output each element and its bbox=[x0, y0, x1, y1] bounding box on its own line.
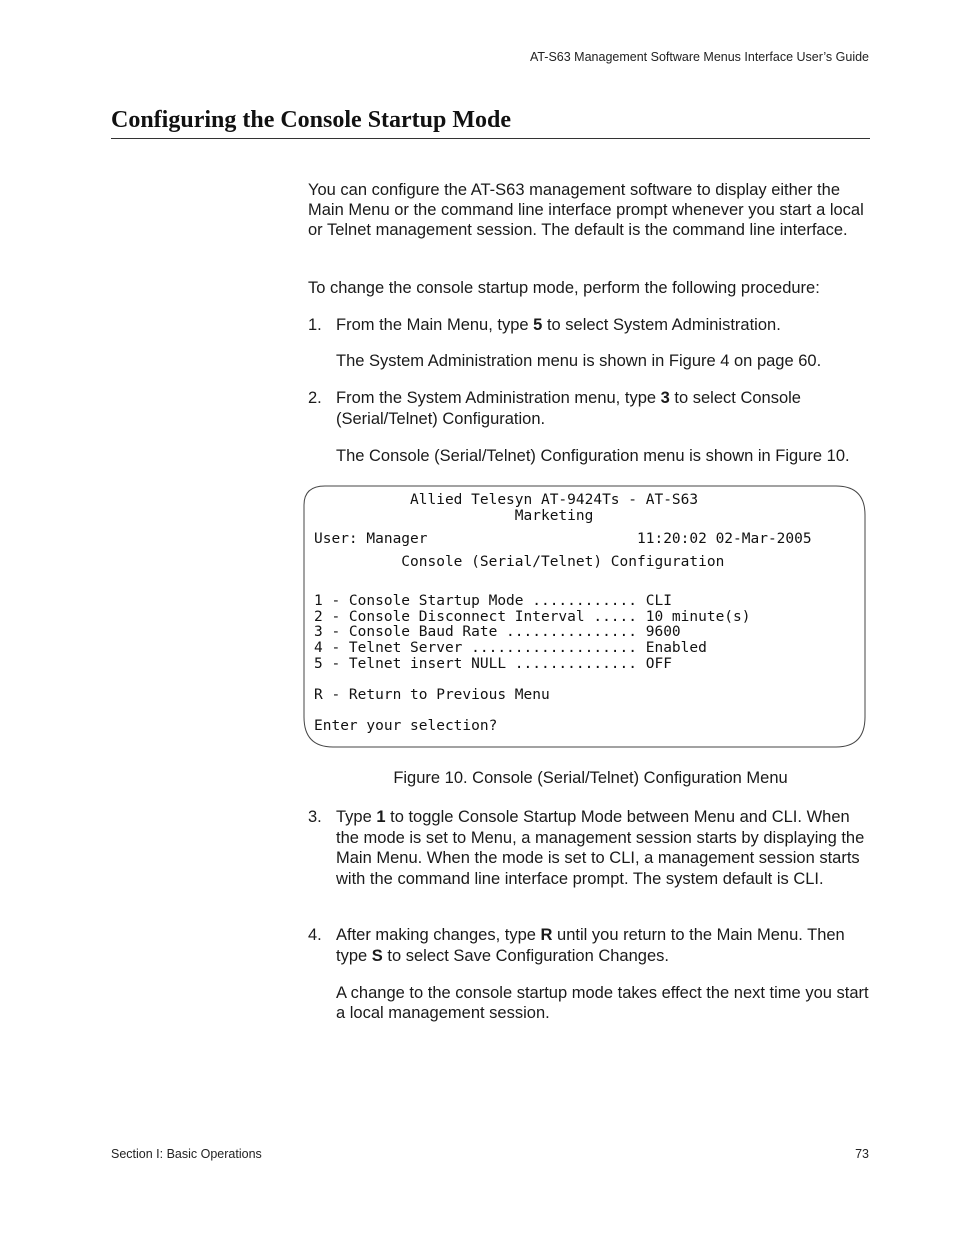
step-text: Type 1 to toggle Console Startup Mode between Menu and CLI. When the mode is set to Menu, a management session starts by displaying the Main Menu. When the mode is set to CLI, a management session starts with the command line interface prompt. The system default is CLI. bbox=[336, 808, 865, 888]
key-label: R bbox=[540, 926, 553, 944]
figure-caption: Figure 10. Console (Serial/Telnet) Configuration Menu bbox=[393, 769, 788, 787]
key-label: 1 bbox=[376, 808, 386, 826]
step-number: 1. bbox=[308, 316, 322, 334]
page-title: Configuring the Console Startup Mode bbox=[111, 107, 870, 139]
step-text: After making changes, type R until you return to the Main Menu. Then type S to select Save Configuration Changes. bbox=[336, 926, 845, 965]
footer-section: Section I: Basic Operations bbox=[111, 1147, 262, 1161]
menu-item: 2 - Console Disconnect Interval ..... 10 minute(s) bbox=[314, 609, 751, 625]
step-number: 2. bbox=[308, 389, 322, 407]
step-text: From the Main Menu, type 5 to select System Administration. bbox=[336, 316, 781, 334]
screen-subtitle-line: Marketing bbox=[314, 508, 594, 524]
menu-item: 5 - Telnet insert NULL .............. OFF bbox=[314, 656, 672, 672]
step-1-note: The System Administration menu is shown in Figure 4 on page 60. bbox=[336, 352, 822, 370]
menu-item: 1 - Console Startup Mode ............ CLI bbox=[314, 593, 672, 609]
step-number: 3. bbox=[308, 808, 322, 826]
screen-menu-title: Console (Serial/Telnet) Configuration bbox=[314, 554, 725, 570]
key-label: 3 bbox=[660, 389, 670, 407]
step-number: 4. bbox=[308, 926, 322, 944]
selection-prompt: Enter your selection? bbox=[314, 718, 498, 734]
key-label: 5 bbox=[533, 316, 543, 334]
step-text: From the System Administration menu, type 3 to select Console (Serial/Telnet) Configuration. bbox=[336, 389, 801, 428]
menu-item: 4 - Telnet Server ................... Enabled bbox=[314, 640, 707, 656]
procedure-intro: To change the console startup mode, perform the following procedure: bbox=[308, 279, 820, 297]
intro-paragraph: You can configure the AT-S63 management software to display either the Main Menu or the command line interface prompt whenever you start a local or Telnet management session. The default is the command line interface. bbox=[308, 181, 864, 239]
menu-item-return: R - Return to Previous Menu bbox=[314, 687, 550, 703]
menu-item: 3 - Console Baud Rate ............... 9600 bbox=[314, 624, 681, 640]
key-label: S bbox=[371, 946, 383, 965]
screen-user-line: User: Manager 11:20:02 02-Mar-2005 bbox=[314, 531, 812, 547]
step-2-note: The Console (Serial/Telnet) Configuration menu is shown in Figure 10. bbox=[336, 447, 850, 465]
screen-title-line: Allied Telesyn AT-9424Ts - AT-S63 bbox=[314, 492, 699, 508]
page-number: 73 bbox=[855, 1147, 869, 1161]
running-header: AT-S63 Management Software Menus Interface User’s Guide bbox=[529, 50, 869, 64]
step-4-note: A change to the console startup mode takes effect the next time you start a local management session. bbox=[336, 984, 869, 1022]
